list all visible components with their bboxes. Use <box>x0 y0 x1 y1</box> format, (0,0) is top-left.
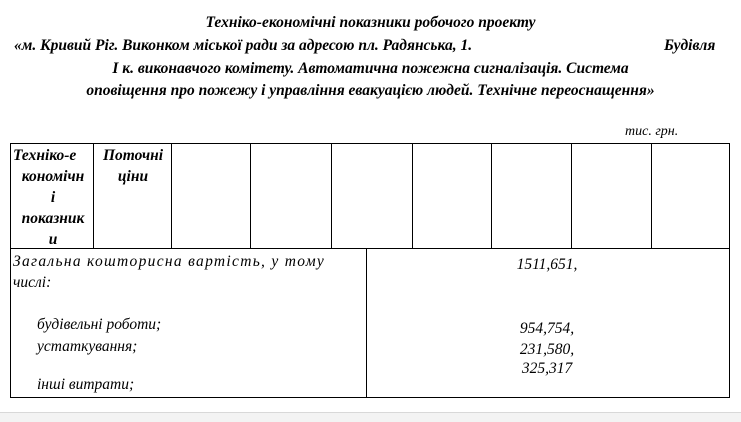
row-total-cost-value: 1511,651, <box>516 256 578 273</box>
document-title-line2: «м. Кривий Ріг. Виконком міської ради за адресою пл. Радянська, 1. <box>14 37 473 54</box>
document-title-line4: оповіщення про пожежу і управління евакуацією людей. Технічне переоснащення» <box>86 82 655 99</box>
row-other-costs-label: інші витрати; <box>37 376 135 393</box>
document-title-line2-right: Будівля <box>664 37 716 54</box>
row-equipment-value: 231,580, <box>519 341 575 358</box>
document-title-line3: І к. виконавчого комітету. Автоматична пожежна сигналізація. Система <box>112 60 629 77</box>
row-total-cost-label-cont: числі: <box>13 274 52 291</box>
header-current-prices: Поточні ціни <box>102 147 164 185</box>
row-other-costs-value: 325,317 <box>521 360 573 377</box>
row-equipment-label: устаткування; <box>37 338 138 355</box>
row-total-cost-label: Загальна кошторисна вартість, у тому <box>13 253 326 270</box>
row-construction-value: 954,754, <box>519 320 575 337</box>
document-title-line1: Техніко-економічні показники робочого проекту <box>205 14 536 31</box>
row-construction-label: будівельні роботи; <box>37 316 162 333</box>
header-technical-indicators: Техніко-е кономічн і показник и <box>13 147 85 248</box>
units-label: тис. грн. <box>625 124 679 139</box>
